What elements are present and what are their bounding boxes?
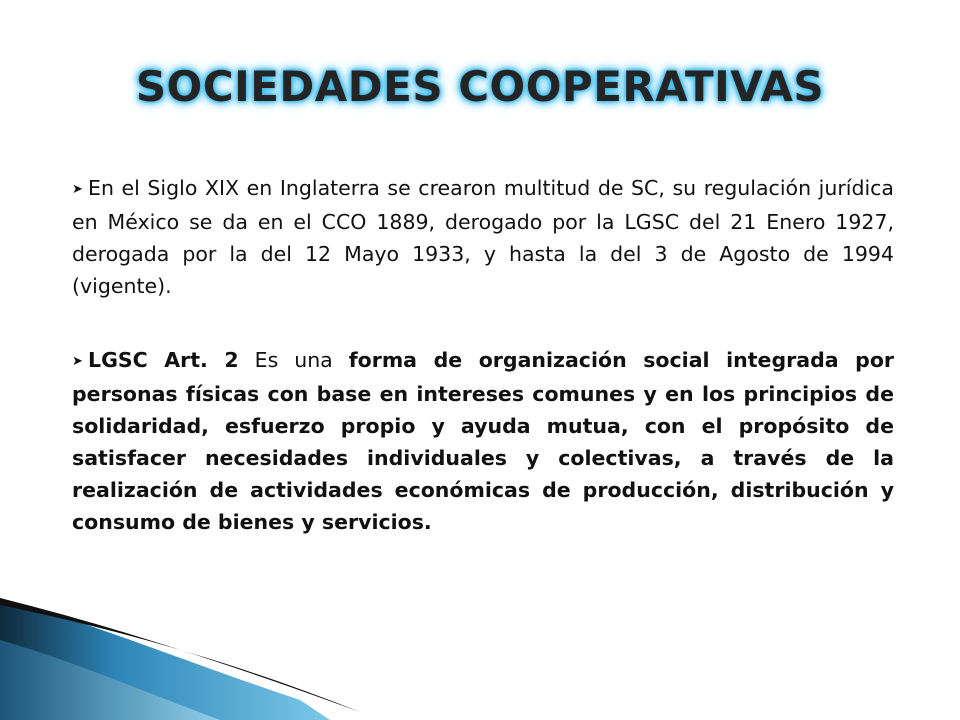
definition-article-ref: LGSC Art. 2 — [88, 348, 239, 372]
wave-light-band — [0, 640, 220, 720]
wave-black-stroke — [0, 598, 360, 712]
definition-text: forma de organización social integrada por personas físicas con base en intereses comunes y en los principios de solidaridad, esfuerzo propio y ayuda mutua, con el propósito de satisfacer necesidades individuales y colectivas, a través de la realización de actividades económicas de producción, distribución y consumo de bienes y servicios. — [72, 348, 895, 534]
arrow-bullet-icon: ➤ — [72, 182, 83, 197]
paragraph-definition — [72, 344, 894, 538]
wave-blue-band — [0, 598, 330, 720]
paragraph-history — [72, 172, 894, 302]
arrow-bullet-icon: ➤ — [72, 354, 83, 369]
paragraph-history-text: En el Siglo XIX en Inglaterra se crearon multitud de SC, su regulación jurídica en México se da en el CCO 1889, derogado por la LGSC del 21 Enero 1927, derogada por la del 12 Mayo 1933, y hasta la del 3 de Agosto de 1994 (vigente). — [72, 176, 894, 298]
slide-content — [72, 172, 894, 538]
definition-connector: Es una — [238, 348, 349, 372]
slide-title: SOCIEDADES COOPERATIVAS — [135, 62, 825, 111]
